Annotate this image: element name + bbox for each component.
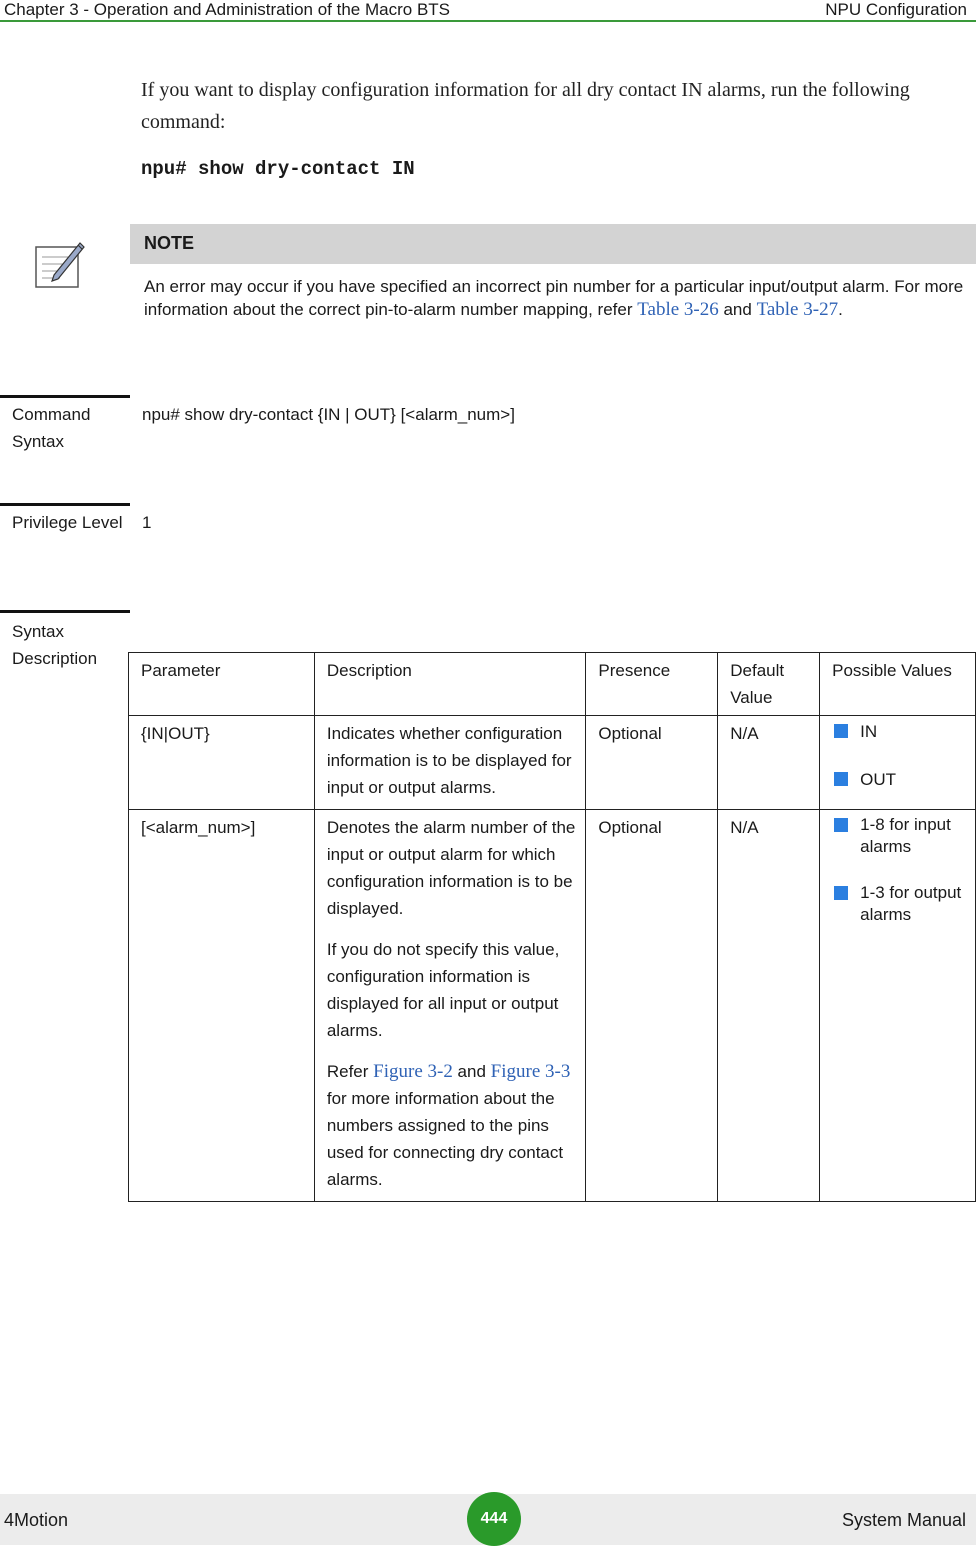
description-paragraph (327, 1058, 578, 1193)
cell-description (314, 810, 586, 1202)
description-paragraph: Denotes the alarm number of the input or output alarm for which configuration information is to be displayed. (326, 818, 576, 918)
cell-default: N/A (718, 810, 820, 1202)
command-syntax-label: Command Syntax (12, 405, 91, 451)
list-item: OUT (832, 768, 967, 792)
note-and: and (718, 300, 757, 319)
intro-paragraph: If you want to display configuration information for all dry contact IN alarms, run the following command: (141, 79, 910, 133)
figure-ref-tail: for more information about the numbers assigned to the pins used for connecting dry contact alarms. (326, 1089, 564, 1189)
cell-possible-values (820, 810, 976, 1202)
syntax-description-rule (0, 610, 130, 613)
page-number-badge: 444 (467, 1492, 521, 1546)
note-header-bar (130, 224, 976, 264)
col-header-description: Description (314, 653, 586, 716)
command-syntax-rule (0, 395, 130, 398)
cell-parameter: {IN|OUT} (129, 716, 315, 810)
syntax-description-table (128, 652, 976, 1202)
list-item: 1-3 for output alarms (832, 882, 967, 926)
list-item: IN (832, 720, 967, 744)
table-row (129, 716, 976, 810)
cell-presence: Optional (586, 716, 718, 810)
cell-parameter: [<alarm_num>] (129, 810, 315, 1202)
syntax-description-label: Syntax Description (12, 622, 98, 668)
note-text: An error may occur if you have specified an incorrect pin number for a particular input/output alarm. For more information about the correct pin-to-alarm number mapping, refer (144, 277, 964, 319)
header-section-title: NPU Configuration (825, 0, 967, 19)
col-header-presence: Presence (586, 653, 718, 716)
figure-3-3-link[interactable]: Figure 3-3 (490, 1061, 571, 1082)
footer-manual-title: System Manual (841, 1510, 966, 1530)
col-header-possible-values: Possible Values (820, 653, 976, 716)
possible-values-list (832, 814, 967, 926)
privilege-level-label: Privilege Level (12, 513, 123, 532)
note-body (144, 275, 972, 321)
refer-text: Refer (326, 1062, 374, 1081)
and-text: and (452, 1062, 491, 1081)
figure-3-2-link[interactable]: Figure 3-2 (373, 1061, 453, 1082)
header-rule (0, 20, 976, 22)
list-item: 1-8 for input alarms (832, 814, 967, 858)
table-header-row (129, 653, 976, 716)
table-3-27-link[interactable]: Table 3-27 (756, 299, 839, 320)
cell-description: Indicates whether configuration information is to be displayed for input or output alarms. (314, 716, 586, 810)
cell-possible-values (820, 716, 976, 810)
cell-presence: Optional (586, 810, 718, 1202)
col-header-default-value: Default Value (718, 653, 820, 716)
footer-product: 4Motion (4, 1510, 69, 1530)
example-command: npu# show dry-contact IN (141, 158, 415, 180)
note-pencil-icon (34, 237, 86, 289)
note-end: . (838, 300, 843, 319)
cell-default: N/A (718, 716, 820, 810)
col-header-parameter: Parameter (129, 653, 315, 716)
table-3-26-link[interactable]: Table 3-26 (637, 299, 719, 320)
privilege-level-rule (0, 503, 130, 506)
privilege-level-value: 1 (142, 513, 152, 532)
header-chapter-title: Chapter 3 - Operation and Administration of the Macro BTS (4, 0, 451, 19)
table-row (129, 810, 976, 1202)
command-syntax-value: npu# show dry-contact {IN | OUT} [<alarm_num>] (142, 405, 515, 424)
page-footer (0, 1494, 976, 1545)
note-title: NOTE (144, 233, 195, 253)
description-paragraph: If you do not specify this value, configuration information is displayed for all input or output alarms. (326, 940, 560, 1040)
possible-values-list (832, 720, 967, 792)
